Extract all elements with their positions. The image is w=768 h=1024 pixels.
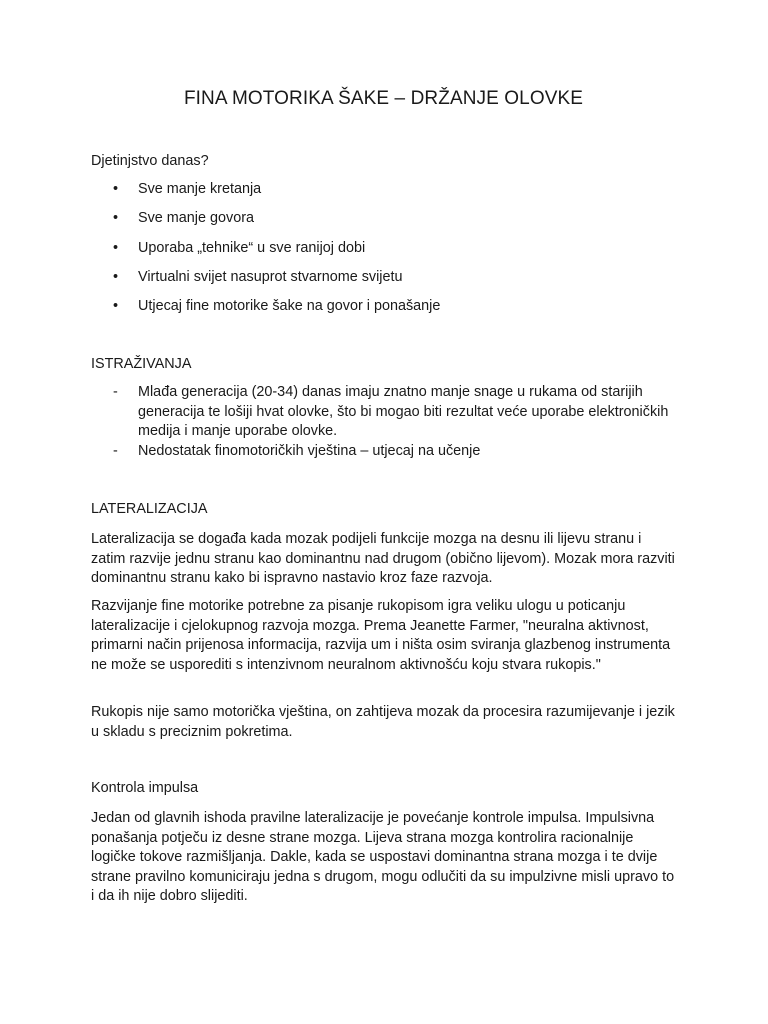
bullet-mark: • [113, 268, 119, 285]
impulse-heading: Kontrola impulsa [91, 780, 199, 796]
lateralization-paragraph-3: Rukopis nije samo motorička vještina, on zahtijeva mozak da procesira razumijevanje i jezik u skladu s preciznim pokretima. [91, 704, 675, 740]
list-item [91, 442, 676, 462]
dash-mark: - [113, 384, 118, 400]
list-item-text: Uporaba „tehnike“ u sve ranijoj dobi [138, 239, 366, 256]
list-item [91, 297, 440, 326]
list-item-text: Sve manje kretanja [138, 181, 262, 197]
impulse-paragraph: Jedan od glavnih ishoda pravilne lateralizacije je povećanje kontrole impulsa. Impulsivna ponašanja potječu iz desne strane mozga. Lijeva strana mozga kontrolira racionalnije logičke tokove razmišljanja. Dakle, kada se uspostavi dominantna strana mozga i te dvije strane pravilno komuniciraju jedna s drugom, mogu odlučiti da su impulzivne misli upravo to i da ih nije dobro slijediti. [91, 810, 675, 905]
bullet-mark: • [113, 210, 119, 227]
list-item [91, 180, 440, 209]
list-item-text: Mlađa generacija (20-34) danas imaju znatno manje snage u rukama od starijih generacija te lošiji hvat olovke, što bi mogao biti rezultat veće uporabe elektroničkih medija i manje uporabe olovke. [138, 384, 669, 440]
bullet-mark: • [113, 298, 119, 315]
list-item-text: Virtualni svijet nasuprot stvarnome svijetu [138, 268, 403, 285]
list-item [91, 209, 440, 238]
research-heading: ISTRAŽIVANJA [91, 356, 192, 372]
lateralization-paragraph-1: Lateralizacija se događa kada mozak podijeli funkcije mozga na desnu ili lijevu stranu i zatim razvije jednu stranu kao dominantnu nad drugom (obično lijevom). Mozak mora razviti dominantnu stranu kako bi ispravno nastavio kroz faze razvoja. [91, 531, 675, 587]
intro-bullet-list [91, 180, 440, 326]
intro-question: Djetinjstvo danas? [91, 153, 209, 169]
lateralization-paragraph-2: Razvijanje fine motorike potrebne za pisanje rukopisom igra veliku ulogu u poticanju lateralizacije i cjelokupnog razvoja mozga. Prema Jeanette Farmer, "neuralna aktivnost, primarni način prijenosa informacija, razvija um i ništa osim sviranja glazbenog instrumenta ne može se usporediti s intenzivnom neuralnom aktivnošću koju stvara rukopis." [91, 598, 671, 673]
document-title: FINA MOTORIKA ŠAKE – DRŽANJE OLOVKE [183, 88, 584, 109]
list-item-text: Nedostatak finomotoričkih vještina – utjecaj na učenje [138, 442, 481, 459]
research-dash-list [91, 383, 676, 461]
lateralization-heading: LATERALIZACIJA [91, 501, 208, 517]
dash-mark: - [113, 442, 118, 459]
list-item [91, 239, 440, 268]
list-item-text: Sve manje govora [138, 210, 254, 227]
list-item [91, 268, 440, 297]
list-item-text: Utjecaj fine motorike šake na govor i ponašanje [138, 298, 441, 315]
list-item [91, 383, 676, 442]
bullet-mark: • [113, 181, 119, 197]
bullet-mark: • [113, 239, 119, 256]
